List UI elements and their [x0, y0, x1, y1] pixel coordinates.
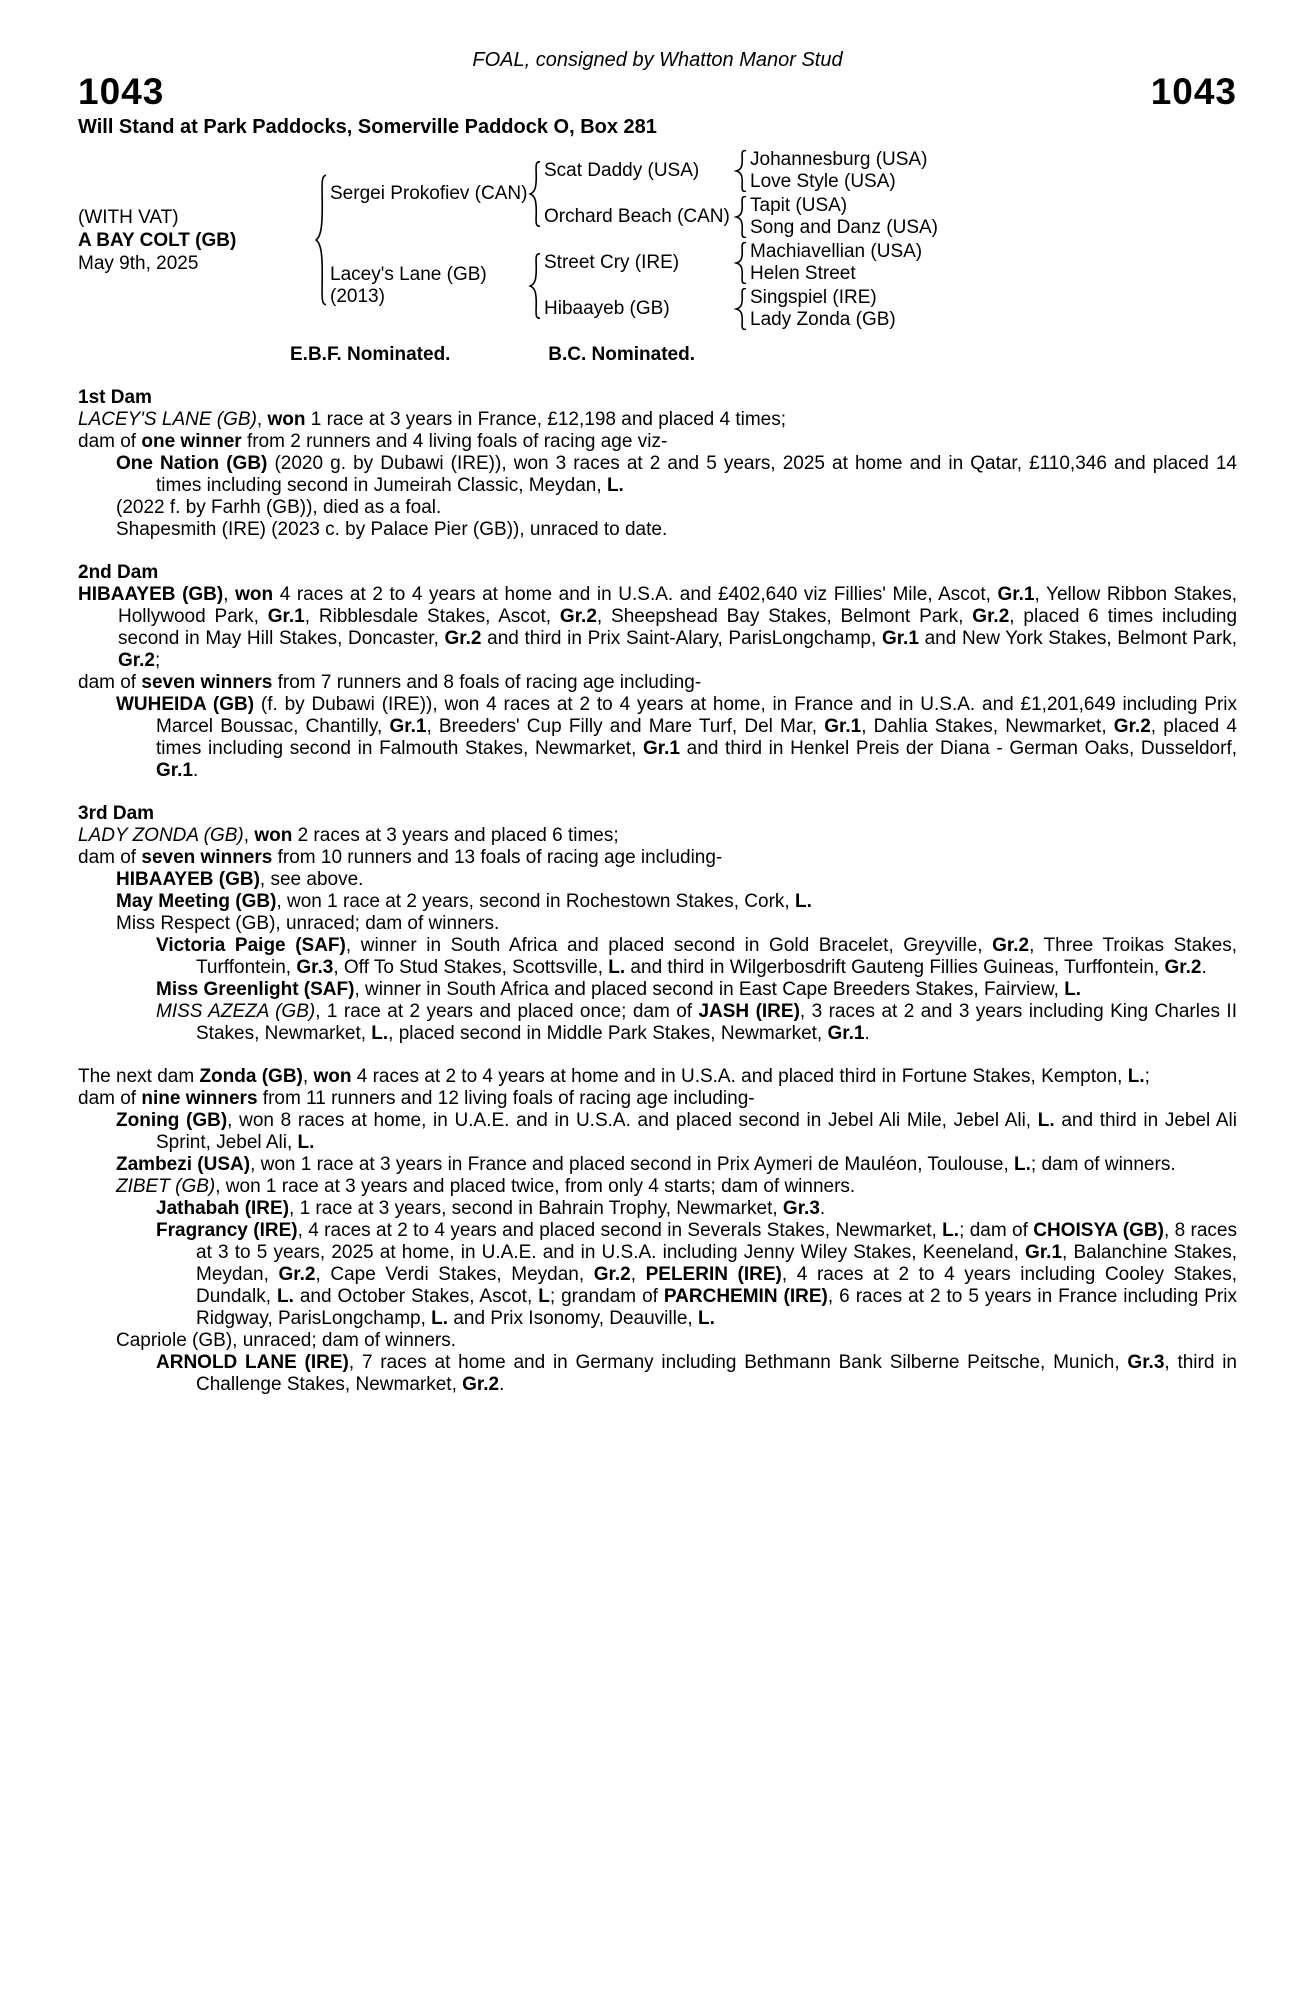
sire-brace-icon: [528, 161, 544, 227]
pedigree-text-paragraph: May Meeting (GB), won 1 race at 2 years, second in Rochestown Stakes, Cork, L.: [116, 891, 812, 912]
great-granddam-name: Lady Zonda (GB): [750, 309, 896, 330]
stand-location-line: Will Stand at Park Paddocks, Somerville Paddock O, Box 281: [78, 116, 657, 138]
great-granddam-name: Love Style (USA): [750, 171, 896, 192]
dam-dam-group: [544, 286, 1237, 332]
pedigree-text-paragraph: Shapesmith (IRE) (2023 c. by Palace Pier (GB)), unraced to date.: [116, 519, 668, 540]
pedigree-text-paragraph: Victoria Paige (SAF), winner in South Africa and placed second in Gold Bracelet, Greyville, Gr.2, Three Troikas Stakes, Turffontein, Gr.3, Off To Stud Stakes, Scottsville, L. and third in Wilgerbosdrift Gauteng Fillies Guineas, Turffontein, Gr.2.: [156, 935, 1237, 978]
pedigree-text-paragraph: dam of seven winners from 10 runners and 13 foals of racing age including-: [78, 847, 723, 868]
pedigree-text-paragraph: Fragrancy (IRE), 4 races at 2 to 4 years and placed second in Severals Stakes, Newmarket, L.; dam of CHOISYA (GB), 8 races at 3 to 5 years, 2025 at home, in U.A.E. and in U.S.A. including Jenny Wiley Stakes, Keeneland, Gr.1, Balanchine Stakes, Meydan, Gr.2, Cape Verdi Stakes, Meydan, Gr.2, PELERIN (IRE), 4 races at 2 to 4 years including Cooley Stakes, Dundalk, L. and October Stakes, Ascot, L; grandam of PARCHEMIN (IRE), 6 races at 2 to 5 years in France including Prix Ridgway, ParisLongchamp, L. and Prix Isonomy, Deauville, L.: [156, 1220, 1238, 1329]
pedigree-dam-row: [330, 240, 1237, 332]
sire-dam-brace-icon: [734, 196, 750, 238]
sire-dam-name: Orchard Beach (CAN): [544, 206, 730, 227]
section-spacer: [78, 1045, 1237, 1066]
great-grandsire-name: Machiavellian (USA): [750, 241, 923, 262]
pedigree-text-paragraph: Capriole (GB), unraced; dam of winners.: [116, 1330, 457, 1351]
bc-nomination: B.C. Nominated.: [548, 344, 696, 365]
dam-sire-name: Street Cry (IRE): [544, 252, 680, 273]
pedigree-text-paragraph: Zambezi (USA), won 1 race at 3 years in France and placed second in Prix Aymeri de Mauléon, Toulouse, L.; dam of winners.: [116, 1154, 1176, 1175]
catalogue-body: [78, 387, 1237, 1396]
pedigree-root-brace-icon: [314, 148, 330, 332]
pedigree-text-paragraph: Jathabah (IRE), 1 race at 3 years, second in Bahrain Trophy, Newmarket, Gr.3.: [156, 1198, 826, 1219]
ebf-nomination: E.B.F. Nominated.: [290, 344, 451, 365]
dam-sire-brace-icon: [734, 242, 750, 284]
sire-sire-name: Scat Daddy (USA): [544, 160, 700, 181]
lot-number-row: [78, 72, 1237, 112]
pedigree-text-paragraph: HIBAAYEB (GB), see above.: [116, 869, 364, 890]
pedigree-text-paragraph: Zoning (GB), won 8 races at home, in U.A.E. and in U.S.A. and placed second in Jebel Ali Mile, Jebel Ali, L. and third in Jebel Ali Sprint, Jebel Ali, L.: [116, 1110, 1237, 1153]
section-heading: 3rd Dam: [78, 803, 155, 824]
lot-number-left: 1043: [78, 71, 165, 112]
sire-sire-group: [544, 148, 1237, 194]
pedigree-text-paragraph: Miss Greenlight (SAF), winner in South Africa and placed second in East Cape Breeders Stakes, Fairview, L.: [156, 979, 1082, 1000]
pedigree-text-paragraph: dam of nine winners from 11 runners and 12 living foals of racing age including-: [78, 1088, 755, 1109]
sire-dam-group: [544, 194, 1237, 240]
dam-dam-brace-icon: [734, 288, 750, 330]
dam-brace-icon: [528, 253, 544, 319]
pedigree-text-paragraph: dam of one winner from 2 runners and 4 living foals of racing age viz-: [78, 431, 668, 452]
horse-info-block: [78, 148, 314, 332]
dam-sire-group: [544, 240, 1237, 286]
consignor-title: FOAL, consigned by Whatton Manor Stud: [472, 49, 843, 71]
pedigree-table: [78, 148, 1237, 332]
dam-year: (2013): [330, 286, 385, 307]
horse-description: A BAY COLT (GB): [78, 229, 237, 251]
great-granddam-name: Song and Danz (USA): [750, 217, 938, 238]
foaling-date: May 9th, 2025: [78, 252, 199, 274]
great-grandsire-name: Tapit (USA): [750, 195, 848, 216]
pedigree-text-paragraph: The next dam Zonda (GB), won 4 races at 2 to 4 years at home and in U.S.A. and placed third in Fortune Stakes, Kempton, L.;: [78, 1066, 1150, 1087]
lot-number-right: 1043: [1150, 71, 1237, 112]
pedigree-text-paragraph: ARNOLD LANE (IRE), 7 races at home and in Germany including Bethmann Bank Silberne Peitsche, Munich, Gr.3, third in Challenge Stakes, Newmarket, Gr.2.: [156, 1352, 1237, 1395]
dam-dam-name: Hibaayeb (GB): [544, 298, 670, 319]
pedigree-text-paragraph: ZIBET (GB), won 1 race at 3 years and placed twice, from only 4 starts; dam of winners.: [116, 1176, 856, 1197]
section-heading: 1st Dam: [78, 387, 152, 408]
pedigree-text-paragraph: MISS AZEZA (GB), 1 race at 2 years and placed once; dam of JASH (IRE), 3 races at 2 and 3 years including King Charles II Stakes, Newmarket, L., placed second in Middle Park Stakes, Newmarket, Gr.1.: [156, 1001, 1237, 1044]
nominations-line: [78, 344, 1237, 366]
pedigree-text-paragraph: Miss Respect (GB), unraced; dam of winners.: [116, 913, 500, 934]
pedigree-text-paragraph: (2022 f. by Farhh (GB)), died as a foal.: [116, 497, 442, 518]
section-heading: 2nd Dam: [78, 562, 159, 583]
great-grandsire-name: Singspiel (IRE): [750, 287, 877, 308]
sire-name: Sergei Prokofiev (CAN): [330, 183, 528, 204]
pedigree-text-paragraph: LACEY'S LANE (GB), won 1 race at 3 years in France, £12,198 and placed 4 times;: [78, 409, 787, 430]
pedigree-text-paragraph: WUHEIDA (GB) (f. by Dubawi (IRE)), won 4 races at 2 to 4 years at home, in France and in U.S.A. and £1,201,649 including Prix Marcel Boussac, Chantilly, Gr.1, Breeders' Cup Filly and Mare Turf, Del Mar, Gr.1, Dahlia Stakes, Newmarket, Gr.2, placed 4 times including second in Falmouth Stakes, Newmarket, Gr.1 and third in Henkel Preis der Diana - German Oaks, Dusseldorf, Gr.1.: [116, 694, 1238, 781]
great-grandsire-name: Johannesburg (USA): [750, 149, 928, 170]
dam-name: Lacey's Lane (GB) (2013): [330, 264, 528, 308]
pedigree-text-paragraph: dam of seven winners from 7 runners and 8 foals of racing age including-: [78, 672, 702, 693]
pedigree-text-paragraph: LADY ZONDA (GB), won 2 races at 3 years and placed 6 times;: [78, 825, 619, 846]
pedigree-text-paragraph: HIBAAYEB (GB), won 4 races at 2 to 4 years at home and in U.S.A. and £402,640 viz Fillies' Mile, Ascot, Gr.1, Yellow Ribbon Stakes, Hollywood Park, Gr.1, Ribblesdale Stakes, Ascot, Gr.2, Sheepshead Bay Stakes, Belmont Park, Gr.2, placed 6 times including second in May Hill Stakes, Doncaster, Gr.2 and third in Prix Saint-Alary, ParisLongchamp, Gr.1 and New York Stakes, Belmont Park, Gr.2;: [78, 584, 1238, 671]
pedigree-text-paragraph: One Nation (GB) (2020 g. by Dubawi (IRE)), won 3 races at 2 and 5 years, 2025 at home and in Qatar, £110,346 and placed 14 times including second in Jumeirah Classic, Meydan, L.: [116, 453, 1237, 496]
sire-sire-brace-icon: [734, 150, 750, 192]
great-granddam-name: Helen Street: [750, 263, 856, 284]
vat-note: (WITH VAT): [78, 206, 179, 228]
pedigree-sire-row: [330, 148, 1237, 240]
